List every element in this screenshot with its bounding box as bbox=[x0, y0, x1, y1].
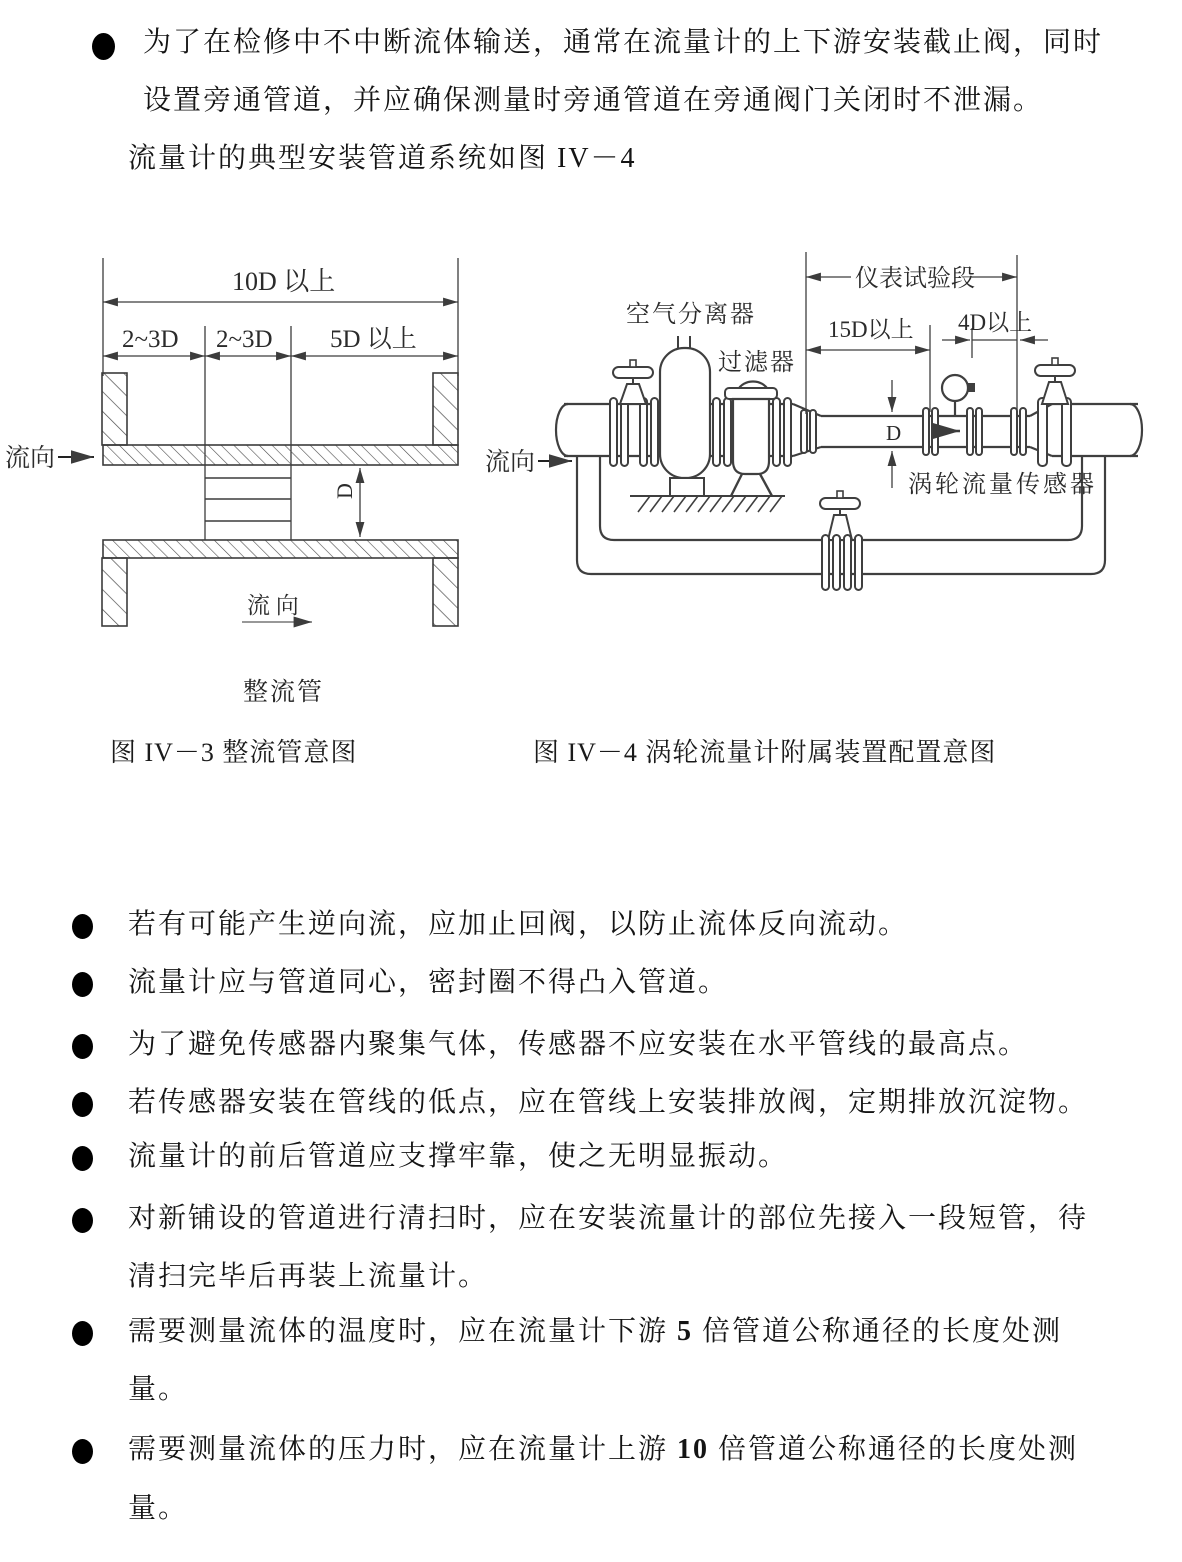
intro-bullet-marker bbox=[92, 33, 115, 60]
dim-4d-label: 4D以上 bbox=[958, 310, 1033, 335]
intro-line-2: 设置旁通管道，并应确保测量时旁通管道在旁通阀门关闭时不泄漏。 bbox=[143, 85, 1044, 116]
flow-direction-label: 流向 bbox=[485, 449, 536, 476]
bullet-item-6-line-1: 对新铺设的管道进行清扫时，应在安装流量计的部位先接入一段短管，待 bbox=[128, 1203, 1089, 1234]
bullet-8-text: 倍管道公称通径的长度处测 bbox=[709, 1434, 1079, 1465]
bullet-marker bbox=[72, 914, 93, 939]
bullet-marker bbox=[72, 1208, 93, 1233]
bypass-valve bbox=[820, 491, 862, 590]
bullet-item-8-line-1 bbox=[128, 1433, 1078, 1467]
bullet-item-7-line-1 bbox=[128, 1315, 1062, 1349]
straightener-bundle bbox=[205, 478, 291, 521]
intro-line-1: 为了在检修中不中断流体输送，通常在流量计的上下游安装截止阀，同时 bbox=[143, 27, 1104, 58]
flange-top-left bbox=[102, 373, 127, 445]
bullet-item-1: 若有可能产生逆向流，应加止回阀，以防止流体反向流动。 bbox=[128, 909, 909, 940]
bullet-item-6-line-2: 清扫完毕后再装上流量计。 bbox=[128, 1261, 489, 1292]
bullet-item-7-line-2: 量。 bbox=[128, 1374, 189, 1405]
bullet-7-text: 需要测量流体的温度时，应在流量计下游 bbox=[128, 1316, 678, 1347]
filter bbox=[725, 382, 777, 496]
bullet-marker bbox=[72, 1092, 93, 1117]
flow-direction-left-label: 流向 bbox=[5, 445, 56, 472]
shutoff-valve-left bbox=[613, 360, 653, 404]
pipe-bottom-wall bbox=[103, 540, 458, 558]
bullet-marker bbox=[72, 972, 93, 997]
fig3-caption: 图 IV－3 整流管意图 bbox=[110, 738, 358, 767]
figure-iv3-straightening-tube-diagram bbox=[0, 250, 560, 662]
bullet-item-3: 为了避免传感器内聚集气体，传感器不应安装在水平管线的最高点。 bbox=[128, 1029, 1029, 1060]
pipe-top-wall bbox=[103, 445, 458, 465]
fig4-caption: 图 IV－4 涡轮流量计附属装置配置意图 bbox=[533, 738, 997, 767]
bullet-8-number: 10 bbox=[677, 1434, 710, 1465]
filter-label: 过滤器 bbox=[718, 350, 796, 376]
dim-label-seg2: 2~3D bbox=[216, 326, 273, 353]
bullet-marker bbox=[72, 1146, 93, 1171]
diameter-label: D bbox=[886, 421, 902, 445]
flange-bottom-left bbox=[102, 558, 127, 626]
test-section-label: 仪表试验段 bbox=[855, 266, 975, 292]
bullet-item-8-line-2: 量。 bbox=[128, 1493, 189, 1524]
fig3-part-label: 整流管 bbox=[243, 679, 325, 706]
bullet-marker bbox=[72, 1034, 93, 1059]
ground-hatch bbox=[630, 496, 785, 512]
bullet-8-text: 需要测量流体的压力时，应在流量计上游 bbox=[128, 1434, 678, 1465]
air-separator bbox=[660, 336, 710, 496]
bullet-marker bbox=[72, 1321, 93, 1346]
figure-iv4-turbine-flowmeter-diagram bbox=[480, 240, 1182, 660]
turbine-sensor-label: 涡轮流量传感器 bbox=[908, 472, 1097, 498]
bullet-7-text: 倍管道公称通径的长度处测 bbox=[693, 1316, 1063, 1347]
dim-label-seg3: 5D 以上 bbox=[330, 326, 417, 353]
intro-line-3: 流量计的典型安装管道系统如图 IV－4 bbox=[128, 143, 637, 174]
bullet-marker bbox=[72, 1439, 93, 1464]
bullet-item-4: 若传感器安装在管线的低点，应在管线上安装排放阀，定期排放沉淀物。 bbox=[128, 1087, 1089, 1118]
flange-top-right bbox=[433, 373, 458, 445]
bullet-item-5: 流量计的前后管道应支撑牢靠，使之无明显振动。 bbox=[128, 1141, 789, 1172]
flange-bottom-right bbox=[433, 558, 458, 626]
bullet-item-2: 流量计应与管道同心，密封圈不得凸入管道。 bbox=[128, 967, 729, 998]
flow-direction-bottom-label: 流 向 bbox=[247, 593, 299, 618]
dim-15d-label: 15D以上 bbox=[828, 317, 914, 342]
air-separator-label: 空气分离器 bbox=[626, 302, 756, 328]
diameter-label: D bbox=[332, 483, 357, 499]
dim-label-10d: 10D 以上 bbox=[232, 267, 336, 296]
dim-label-seg1: 2~3D bbox=[122, 326, 179, 353]
bullet-7-number: 5 bbox=[677, 1316, 694, 1347]
